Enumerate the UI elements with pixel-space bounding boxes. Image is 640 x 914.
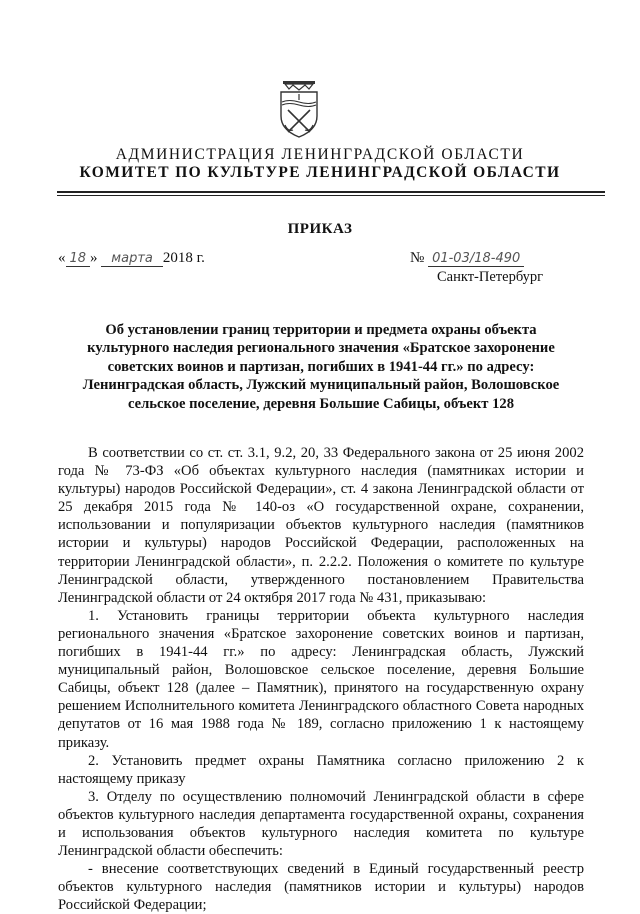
- date-month: марта: [101, 251, 163, 267]
- date-open-quote: «: [58, 250, 66, 266]
- date-day: 18: [66, 251, 91, 267]
- organization-title: АДМИНИСТРАЦИЯ ЛЕНИНГРАДСКОЙ ОБЛАСТИ: [115, 146, 525, 163]
- clause-paragraph: 1. Установить границы территории объекта культурного наследия регионального значения «Братское захоронение советских воинов и партизан, погибших в 1941-44 гг.» по адресу: Ленинградская область, Лужский муниципальный район, Волошовское сельское поселение, деревня Большие Сабицы, объект 128 (далее – Памятник), принятого на государственную охрану решением Исполнительного комитета Ленинградского областного Совета народных депутатов от 16 мая 1988 года № 189, согласно приложению 1 к настоящему приказу.: [58, 607, 584, 751]
- order-subject: Об установлении границ территории и предмета охраны объекта культурного наследия регионального значения «Братское захоронение советских воинов и партизан, погибших в 1941-44 гг.» по адресу: Ленинградская область, Лужский муниципальный район, Волошовское сельское поселение, деревня Большие Сабицы, объект 128: [82, 322, 560, 412]
- order-city: Санкт-Петербург: [437, 269, 544, 285]
- clause-paragraph: 2. Установить предмет охраны Памятника согласно приложению 2 к настоящему приказу: [58, 752, 584, 787]
- header-divider-thick: [57, 191, 605, 193]
- number-value: 01-03/18-490: [428, 251, 524, 267]
- order-body: [58, 444, 584, 914]
- committee-title: КОМИТЕТ ПО КУЛЬТУРЕ ЛЕНИНГРАДСКОЙ ОБЛАСТИ: [79, 164, 561, 181]
- order-date: [58, 250, 205, 267]
- date-close-quote: »: [90, 250, 98, 266]
- number-prefix: №: [410, 250, 425, 266]
- clause-paragraph: 3. Отделу по осуществлению полномочий Ленинградской области в сфере объектов культурного наследия департамента государственной охраны, сохранения и использования объектов культурного наследия комитета по культуре Ленинградской области обеспечить:: [58, 788, 584, 860]
- order-number: [410, 250, 524, 267]
- date-year: 2018 г.: [162, 250, 205, 266]
- header-divider-thin: [57, 195, 605, 196]
- clause-paragraph: - внесение соответствующих сведений в Единый государственный реестр объектов культурного наследия (памятников истории и культуры) народов Российской Федерации;: [58, 861, 584, 914]
- coat-of-arms-icon: [277, 80, 321, 138]
- preamble-paragraph: В соответствии со ст. ст. 3.1, 9.2, 20, 33 Федерального закона от 25 июня 2002 года № 73-ФЗ «Об объектах культурного наследия (памятниках истории и культуры) народов Российской Федерации», ст. 4 закона Ленинградской области от 25 декабря 2015 года № 140-оз «О государственной охране, сохранении, использовании и популяризации объектов культурного наследия (памятников истории и культуры) народов Российской Федерации, расположенных на территории Ленинградской области», п. 2.2.2. Положения о комитете по культуре Ленинградской области, утвержденного постановлением Правительства Ленинградской области от 24 октября 2017 года № 431, приказываю:: [58, 445, 584, 606]
- order-heading: ПРИКАЗ: [287, 221, 353, 237]
